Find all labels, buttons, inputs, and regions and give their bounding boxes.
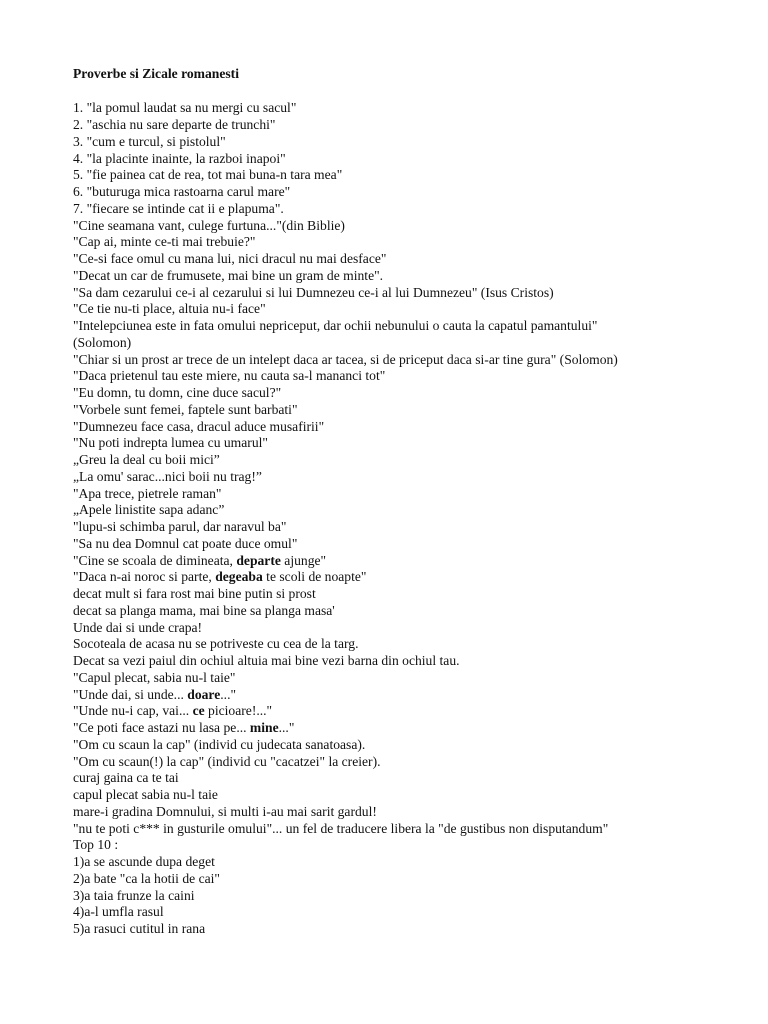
- bold-text: degeaba: [215, 569, 263, 585]
- line-text: "Daca prietenul tau este miere, nu cauta sa-l mananci tot": [73, 368, 386, 384]
- proverb-line: [73, 435, 763, 452]
- bold-text: mine: [249, 720, 279, 735]
- proverb-line: [73, 536, 763, 553]
- line-text: te scoli de noapte": [262, 569, 367, 585]
- line-text: "Ce-si face omul cu mana lui, nici dracul nu mai desface": [73, 251, 387, 266]
- line-text: "Cine se scoala de dimineata,: [73, 552, 237, 568]
- proverb-line: [73, 586, 763, 603]
- proverb-line: [73, 720, 763, 737]
- proverb-line: [73, 603, 763, 620]
- line-text: „La omu' sarac...nici boii nu trag!”: [73, 468, 262, 484]
- line-text: (Solomon): [73, 334, 132, 350]
- proverb-line: [73, 837, 763, 854]
- proverb-line: [73, 703, 763, 720]
- line-text: Top 10 :: [73, 837, 119, 853]
- proverb-line: [73, 737, 763, 754]
- proverb-line: [73, 854, 763, 871]
- line-text: "lupu-si schimba parul, dar naravul ba": [73, 519, 287, 534]
- proverb-line: [73, 335, 763, 352]
- line-text: Socoteala de acasa nu se potriveste cu cea de la targ.: [73, 636, 359, 652]
- proverb-line: [73, 754, 763, 771]
- line-text: "Unde dai, si unde...: [73, 686, 188, 702]
- line-text: 4. "la placinte inainte, la razboi inapoi": [73, 150, 286, 166]
- line-text: decat sa planga mama, mai bine sa planga masa': [73, 602, 335, 618]
- proverb-line: [73, 921, 763, 938]
- line-text: "Decat un car de frumusete, mai bine un gram de minte".: [73, 267, 384, 283]
- line-text: 1)a se ascunde dupa deget: [73, 854, 215, 869]
- proverb-line: [73, 134, 763, 151]
- title-spacer: [73, 83, 763, 101]
- bold-text: doare: [187, 686, 221, 702]
- line-text: "Dumnezeu face casa, dracul aduce musafirii": [73, 418, 325, 434]
- line-text: "Ce poti face astazi nu lasa pe...: [73, 720, 250, 735]
- line-text: Unde dai si unde crapa!: [73, 619, 203, 635]
- proverb-line: [73, 201, 763, 218]
- line-text: "Sa dam cezarului ce-i al cezarului si lui Dumnezeu ce-i al lui Dumnezeu" (Isus Cristos): [73, 284, 554, 300]
- line-text: "Chiar si un prost ar trece de un intelept daca ar tacea, si de priceput daca si-ar tine gura" (Solomon): [73, 351, 618, 367]
- bold-text: departe: [236, 552, 281, 568]
- proverb-line: [73, 368, 763, 385]
- line-text: "Cine seamana vant, culege furtuna..."(din Biblie): [73, 217, 345, 233]
- line-text: 2. "aschia nu sare departe de trunchi": [73, 117, 276, 132]
- proverb-line: [73, 167, 763, 184]
- line-text: mare-i gradina Domnului, si multi i-au mai sarit gardul!: [73, 803, 377, 819]
- proverb-line: [73, 787, 763, 804]
- line-text: "Om cu scaun la cap" (individ cu judecata sanatoasa).: [73, 736, 366, 752]
- line-text: "Nu poti indrepta lumea cu umarul": [73, 435, 268, 451]
- proverb-line: [73, 653, 763, 670]
- proverb-line: [73, 620, 763, 637]
- line-text: "nu te poti c*** in gusturile omului"... un fel de traducere libera la "de gustibus non disputandum": [73, 820, 609, 836]
- proverb-line: [73, 804, 763, 821]
- line-text: decat mult si fara rost mai bine putin si prost: [73, 586, 316, 601]
- proverb-line: [73, 285, 763, 302]
- line-text: "Unde nu-i cap, vai...: [73, 703, 193, 719]
- proverb-line: [73, 251, 763, 268]
- line-text: 5)a rasuci cutitul in rana: [73, 921, 206, 936]
- line-text: Decat sa vezi paiul din ochiul altuia mai bine vezi barna din ochiul tau.: [73, 653, 460, 668]
- line-text: "Capul plecat, sabia nu-l taie": [73, 669, 236, 685]
- line-text: 3. "cum e turcul, si pistolul": [73, 133, 226, 149]
- proverb-line: [73, 452, 763, 469]
- line-text: ajunge": [280, 552, 327, 568]
- proverb-line: [73, 117, 763, 134]
- line-text: "Ce tie nu-ti place, altuia nu-i face": [73, 301, 266, 317]
- proverb-line: [73, 553, 763, 570]
- proverb-line: [73, 419, 763, 436]
- line-text: picioare!...": [204, 703, 273, 719]
- proverb-line: [73, 821, 763, 838]
- proverb-line: [73, 218, 763, 235]
- proverb-line: [73, 151, 763, 168]
- proverb-line: [73, 234, 763, 251]
- document-title: Proverbe si Zicale romanesti: [73, 66, 239, 81]
- line-text: 5. "fie painea cat de rea, tot mai buna-n tara mea": [73, 167, 343, 183]
- line-text: 7. "fiecare se intinde cat ii e plapuma".: [73, 200, 284, 216]
- line-text: „Apele linistite sapa adanc”: [73, 502, 225, 518]
- line-text: "Eu domn, tu domn, cine duce sacul?": [73, 385, 282, 400]
- proverb-line: [73, 352, 763, 369]
- proverb-line: [73, 100, 763, 117]
- line-text: "Vorbele sunt femei, faptele sunt barbati": [73, 401, 298, 417]
- proverb-line: [73, 502, 763, 519]
- proverb-line: [73, 385, 763, 402]
- proverb-line: [73, 687, 763, 704]
- line-text: capul plecat sabia nu-l taie: [73, 787, 218, 802]
- line-text: curaj gaina ca te tai: [73, 770, 179, 786]
- line-text: "Apa trece, pietrele raman": [73, 485, 222, 501]
- proverb-line: [73, 268, 763, 285]
- line-text: "Om cu scaun(!) la cap" (individ cu "cacatzei" la creier).: [73, 753, 381, 769]
- proverb-line: [73, 402, 763, 419]
- proverb-line: [73, 569, 763, 586]
- proverb-line: [73, 519, 763, 536]
- proverb-line: [73, 486, 763, 503]
- proverb-line: [73, 871, 763, 888]
- proverb-line: [73, 888, 763, 905]
- proverb-line: [73, 184, 763, 201]
- line-text: 6. "buturuga mica rastoarna carul mare": [73, 184, 291, 199]
- proverb-list: [73, 100, 763, 938]
- line-text: 1. "la pomul laudat sa nu mergi cu sacul": [73, 100, 297, 116]
- line-text: 2)a bate "ca la hotii de cai": [73, 870, 220, 886]
- proverb-line: [73, 469, 763, 486]
- line-text: 3)a taia frunze la caini: [73, 887, 195, 903]
- line-text: "Cap ai, minte ce-ti mai trebuie?": [73, 234, 256, 250]
- proverb-line: [73, 318, 763, 335]
- line-text: "Intelepciunea este in fata omului nepriceput, dar ochii nebunului o cauta la capatul pamantului": [73, 318, 598, 333]
- document-page: [73, 66, 763, 938]
- line-text: ...": [278, 720, 295, 735]
- line-text: ...": [220, 686, 237, 702]
- line-text: 4)a-l umfla rasul: [73, 904, 164, 920]
- proverb-line: [73, 301, 763, 318]
- line-text: "Daca n-ai noroc si parte,: [73, 569, 216, 585]
- proverb-line: [73, 770, 763, 787]
- line-text: „Greu la deal cu boii mici”: [73, 452, 220, 467]
- line-text: "Sa nu dea Domnul cat poate duce omul": [73, 535, 298, 551]
- proverb-line: [73, 636, 763, 653]
- proverb-line: [73, 904, 763, 921]
- bold-text: ce: [192, 703, 205, 719]
- proverb-line: [73, 670, 763, 687]
